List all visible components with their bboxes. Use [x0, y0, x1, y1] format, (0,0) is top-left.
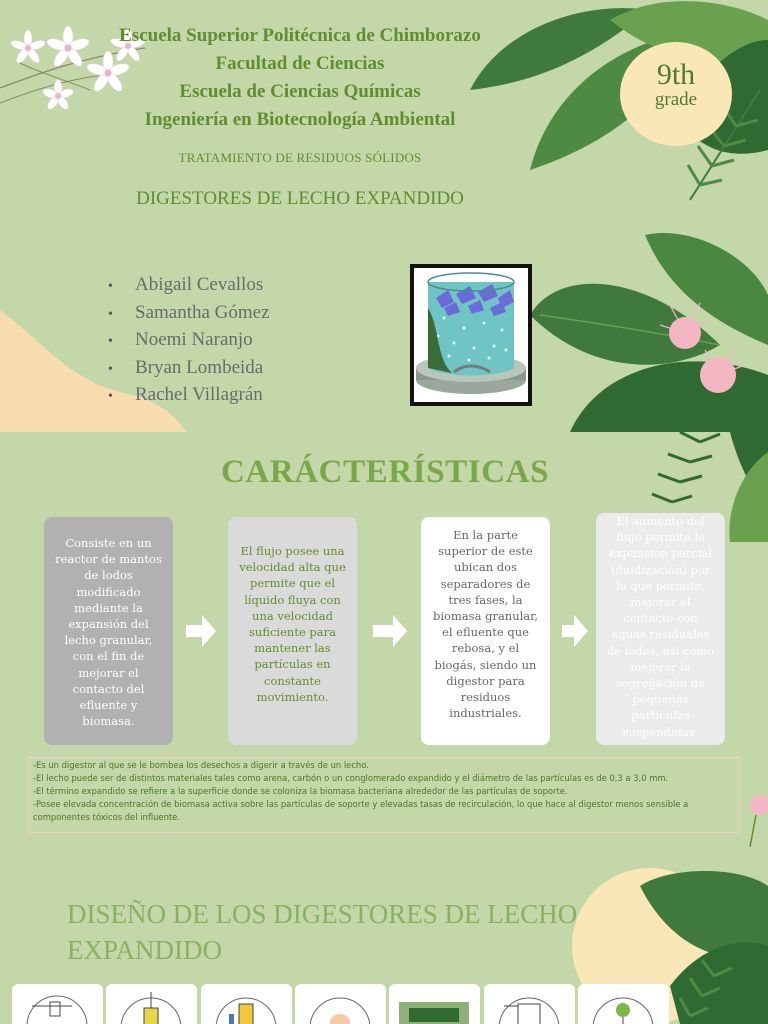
arrow-right-icon: [186, 615, 216, 647]
characteristics-title: CARÁCTERÍSTICAS: [220, 454, 550, 490]
design-slide: [0, 866, 768, 1024]
notes-box: [28, 757, 740, 833]
note-line: -El término expandido se refiere a la superficie donde se coloniza la biomasa bacteriana alrededor de las partículas de soporte.: [33, 786, 568, 796]
header-line: Escuela de Ciencias Químicas: [179, 81, 421, 102]
author-name: Rachel Villagrán: [135, 384, 263, 405]
note-line: -Es un digestor al que se le bombea los desechos a digerir a través de un lecho.: [33, 760, 369, 770]
note-line: -Posee elevada concentración de biomasa activa sobre las partículas de soporte y elevadas tasas de recirculación, lo que hace al digestor menos sensible a componentes tóxicos del influente.: [33, 799, 689, 822]
grade-badge: [620, 42, 732, 146]
bullet-icon: •: [108, 306, 113, 322]
bullet-icon: •: [108, 389, 113, 404]
design-diagram: [578, 984, 669, 1024]
author-item: [108, 300, 270, 328]
reactor-image: [410, 264, 532, 406]
characteristic-card: En la parte superior de este ubican dos separadores de tres fases, la biomasa granular, el efluente que rebosa, y el biogás, siendo un digestor para residuos industriales.: [421, 517, 550, 745]
pink-flower-decoration: [738, 787, 768, 847]
design-diagram: [201, 984, 292, 1024]
reactor-illustration: [414, 268, 528, 402]
characteristics-slide: [0, 432, 768, 866]
topic-title: DIGESTORES DE LECHO EXPANDIDO: [136, 188, 464, 209]
author-name: Noemi Naranjo: [135, 329, 253, 350]
design-diagram: [106, 984, 197, 1024]
author-item: [108, 355, 270, 383]
author-item: [108, 272, 270, 300]
design-diagram: [12, 984, 103, 1024]
institution-header: [95, 22, 505, 134]
bullet-icon: •: [108, 334, 113, 349]
subject-title: TRATAMIENTO DE RESIDUOS SÓLIDOS: [178, 150, 422, 165]
characteristic-card: El aumento del flujo permite la expansión parcial (fluidización) por lo que permite, mejorar el contacto con aguas residuales de lodos, así como mejorar la segregación de pequeñas partículas suspendidas.: [596, 513, 725, 745]
note-line: -El lecho puede ser de distintos materiales tales como arena, carbón o un conglomerado expandido y el diámetro de las partículas es de 0,3 a 3,0 mm.: [33, 773, 669, 783]
bullet-icon: •: [108, 361, 113, 377]
bullet-icon: •: [108, 279, 113, 294]
authors-list: [108, 272, 270, 410]
author-item: [108, 382, 270, 410]
header-line: Escuela Superior Politécnica de Chimborazo: [119, 25, 481, 46]
author-name: Bryan Lombeida: [135, 356, 264, 378]
design-diagram: [389, 984, 480, 1024]
title-slide: [0, 0, 768, 432]
author-name: Samantha Gómez: [135, 301, 270, 323]
grade-number: 9th: [656, 58, 696, 91]
author-item: [108, 327, 270, 355]
arrow-right-icon: [562, 615, 588, 647]
leaves-right-decoration: [530, 225, 768, 432]
design-diagram: [484, 984, 575, 1024]
header-line: Facultad de Ciencias: [215, 53, 385, 74]
arrow-right-icon: [373, 615, 407, 647]
design-diagram: [295, 984, 386, 1024]
grade-label: grade: [654, 89, 698, 110]
header-line: Ingeniería en Biotecnología Ambiental: [144, 109, 456, 130]
characteristic-card: El flujo posee una velocidad alta que permite que el líquido fluya con una velocidad suficiente para mantener las partículas en constante movimiento.: [228, 517, 357, 745]
characteristic-card: Consiste en un reactor de mantos de lodos modificado mediante la expansión del lecho granular, con el fin de mejorar el contacto del efluente y biomasa.: [44, 517, 173, 745]
author-name: Abigail Cevallos: [135, 274, 264, 295]
design-title: DISEÑO DE LOS DIGESTORES DE LECHO EXPANDIDO: [67, 899, 578, 965]
